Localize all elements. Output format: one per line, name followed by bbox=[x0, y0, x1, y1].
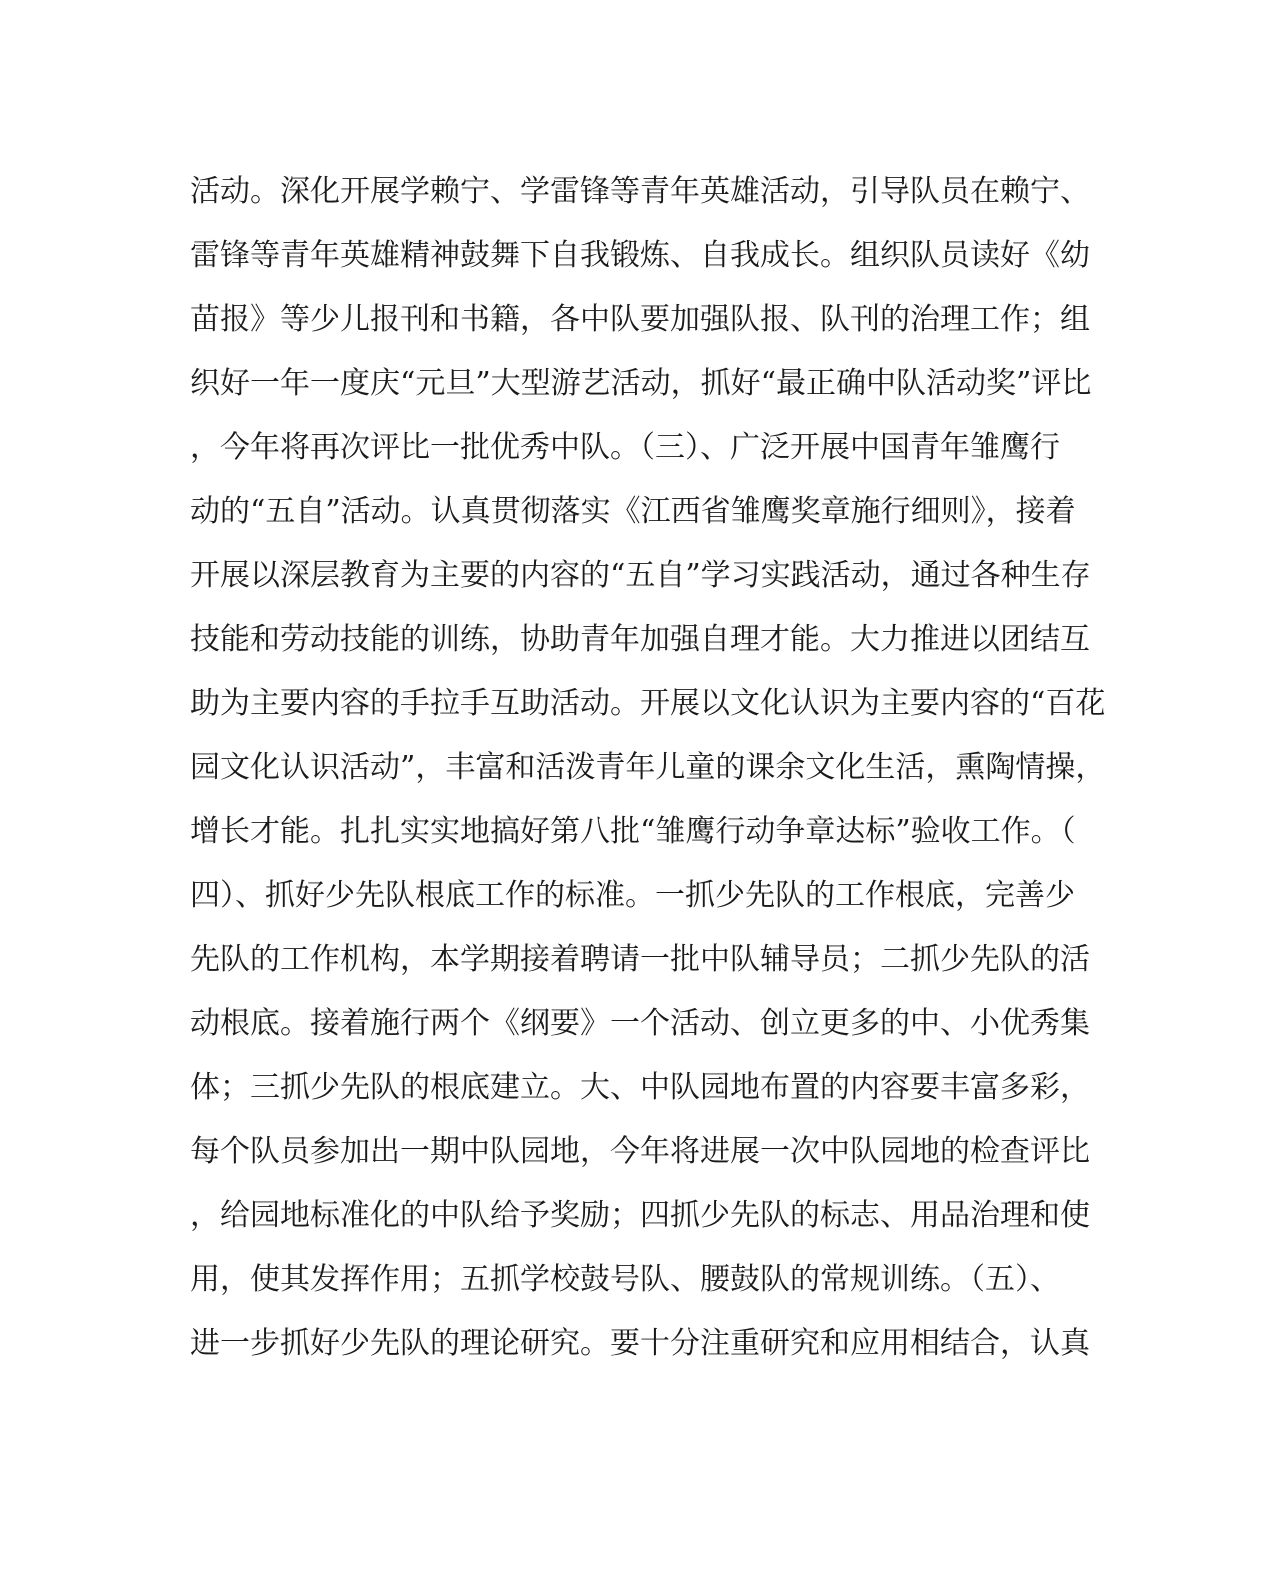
text-line: 用，使其发挥作用；五抓学校鼓号队、腰鼓队的常规训练。（五）、 bbox=[190, 1262, 1060, 1297]
text-line: 开展以深层教育为主要的内容的“五自”学习实践活动，通过各种生存 bbox=[190, 558, 1091, 593]
text-line: 助为主要内容的手拉手互助活动。开展以文化认识为主要内容的“百花 bbox=[190, 686, 1106, 721]
text-line: 苗报》等少儿报刊和书籍，各中队要加强队报、队刊的治理工作；组 bbox=[190, 302, 1090, 337]
body-text bbox=[190, 160, 1106, 1376]
text-line: 每个队员参加出一期中队园地，今年将进展一次中队园地的检查评比 bbox=[190, 1134, 1090, 1169]
text-line: 先队的工作机构，本学期接着聘请一批中队辅导员；二抓少先队的活 bbox=[190, 942, 1090, 977]
text-line: 四）、抓好少先队根底工作的标准。一抓少先队的工作根底，完善少 bbox=[190, 878, 1075, 913]
text-line: 园文化认识活动”，丰富和活泼青年儿童的课余文化生活，熏陶情操， bbox=[190, 750, 1106, 785]
text-line: ，给园地标准化的中队给予奖励；四抓少先队的标志、用品治理和使 bbox=[190, 1198, 1090, 1233]
text-line: 进一步抓好少先队的理论研究。要十分注重研究和应用相结合，认真 bbox=[190, 1326, 1090, 1361]
text-line: 技能和劳动技能的训练，协助青年加强自理才能。大力推进以团结互 bbox=[190, 622, 1090, 657]
text-line: 动的“五自”活动。认真贯彻落实《江西省雏鹰奖章施行细则》，接着 bbox=[190, 494, 1076, 529]
text-line: 活动。深化开展学赖宁、学雷锋等青年英雄活动，引导队员在赖宁、 bbox=[190, 174, 1090, 209]
text-line: 体；三抓少先队的根底建立。大、中队园地布置的内容要丰富多彩， bbox=[190, 1070, 1090, 1105]
text-line: 雷锋等青年英雄精神鼓舞下自我锻炼、自我成长。组织队员读好《幼 bbox=[190, 238, 1090, 273]
text-line: 增长才能。扎扎实实地搞好第八批“雏鹰行动争章达标”验收工作。（ bbox=[190, 814, 1076, 849]
text-line: 动根底。接着施行两个《纲要》一个活动、创立更多的中、小优秀集 bbox=[190, 1006, 1090, 1041]
text-line: ，今年将再次评比一批优秀中队。（三）、广泛开展中国青年雏鹰行 bbox=[190, 430, 1060, 465]
text-line: 织好一年一度庆“元旦”大型游艺活动，抓好“最正确中队活动奖”评比 bbox=[190, 366, 1092, 401]
